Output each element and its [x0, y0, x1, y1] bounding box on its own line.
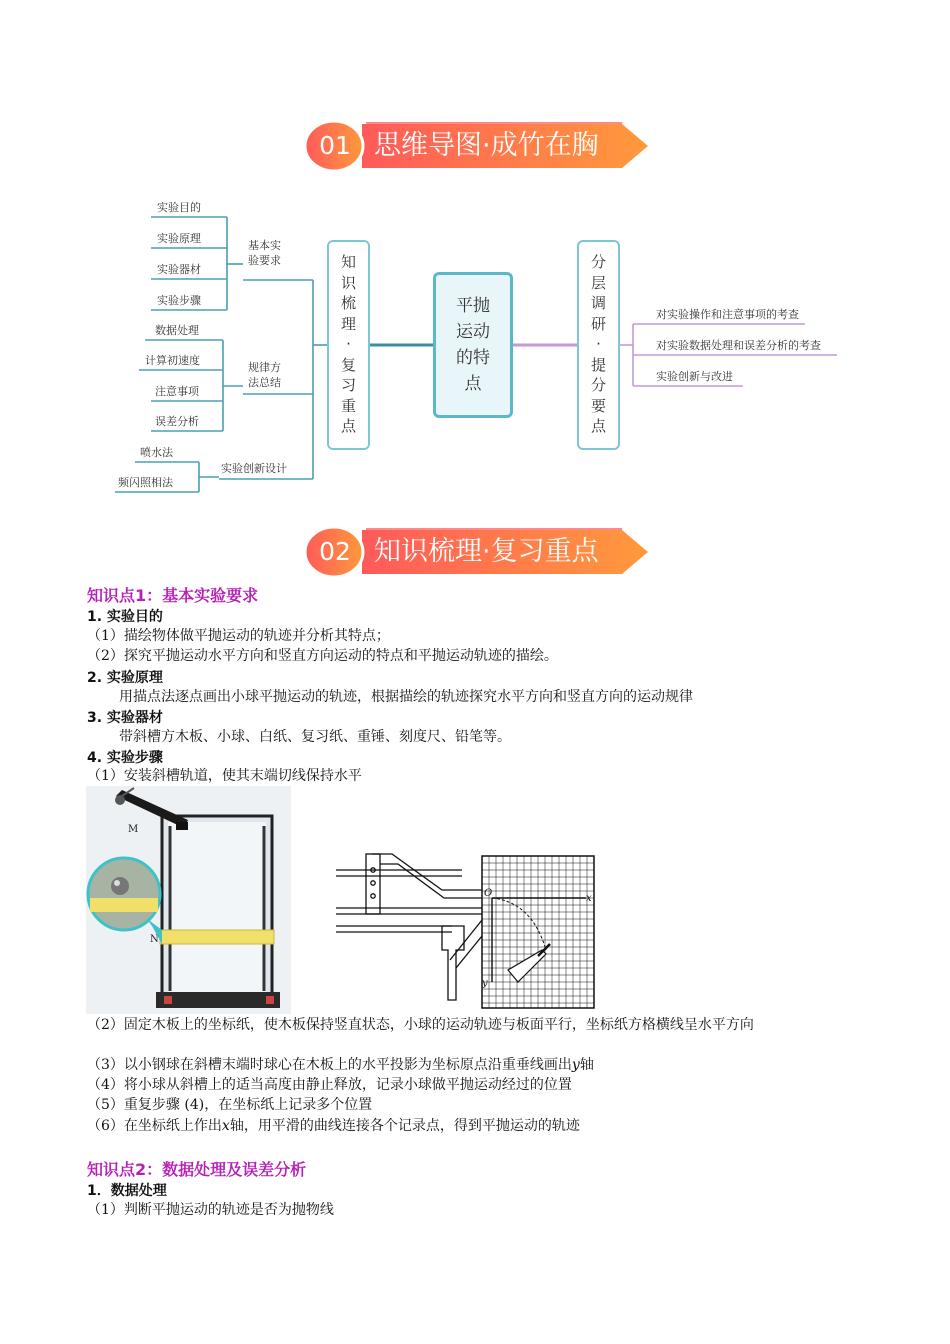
kp1-step-6 — [87, 1116, 580, 1136]
mm-box-char: 重 — [340, 396, 356, 415]
mm-box-char: 调 — [590, 294, 606, 312]
kp1-step-3 — [87, 1055, 594, 1075]
kp1-para-3: 用描点法逐点画出小球平抛运动的轨迹，根据描绘的轨迹探究水平方向和竖直方向的运动规律 — [119, 689, 693, 705]
mm-leaf-2: 实验原理 — [157, 232, 201, 245]
mm-leaf-5: 数据处理 — [155, 324, 199, 337]
mm-center-line: 点 — [464, 374, 482, 394]
mm-leaf-10: 频闪照相法 — [118, 476, 173, 489]
kp2-title: 知识点2：数据处理及误差分析 — [87, 1160, 307, 1179]
mm-right-item-1: 对实验操作和注意事项的考查 — [656, 308, 799, 321]
mm-box-char: 分 — [590, 376, 606, 394]
mm-box-char: 分 — [590, 253, 606, 271]
photo-label-m: M — [128, 824, 139, 835]
mm-center-line: 的特 — [456, 348, 490, 368]
mm-box-char: 层 — [590, 273, 606, 292]
diagram-label-o: O — [484, 888, 493, 899]
mm-center-line: 平抛 — [456, 296, 490, 316]
mm-box-char: · — [596, 335, 601, 353]
kp1-heading-1: 1. 实验目的 — [87, 609, 163, 625]
mm-leaf-9: 喷水法 — [140, 446, 173, 459]
kp1-step-5: （5）重复步骤 (4)，在坐标纸上记录多个位置 — [87, 1097, 373, 1113]
kp2-para-1: （1）判断平抛运动的轨迹是否为抛物线 — [87, 1202, 334, 1218]
mm-group-label-1-line-2: 验要求 — [248, 254, 281, 267]
mm-group-label-2 — [248, 360, 281, 390]
mm-leaf-1: 实验目的 — [157, 201, 201, 214]
mind-map — [105, 190, 845, 500]
mm-box-char: 复 — [340, 355, 356, 374]
kp1-step-4: （4）将小球从斜槽上的适当高度由静止释放，记录小球做平抛运动经过的位置 — [87, 1077, 572, 1093]
kp1-para-1: （1）描绘物体做平抛运动的轨迹并分析其特点； — [87, 628, 390, 644]
kp1-step-3-var: y — [571, 1057, 580, 1073]
kp1-step-6-text: （6）在坐标纸上作出 — [87, 1118, 222, 1134]
kp1-title: 知识点1：基本实验要求 — [87, 586, 259, 605]
mm-box-knowledge — [327, 240, 370, 450]
kp1-para-2: （2）探究平抛运动水平方向和竖直方向运动的特点和平抛运动轨迹的描绘。 — [87, 648, 558, 664]
mm-leaf-6: 计算初速度 — [145, 354, 200, 367]
mm-group-label-1-line-1: 基本实 — [248, 239, 281, 252]
section-banner-2 — [302, 524, 652, 580]
kp1-heading-4: 4. 实验步骤 — [87, 750, 163, 766]
mm-box-char: 知 — [340, 253, 356, 271]
mm-right-item-3: 实验创新与改进 — [656, 370, 733, 383]
mm-box-char: 识 — [340, 273, 356, 292]
kp1-step-1: （1）安装斜槽轨道，使其末端切线保持水平 — [87, 768, 362, 784]
mm-leaf-4: 实验步骤 — [157, 294, 201, 307]
mm-group-label-1 — [248, 238, 281, 268]
mm-box-char: · — [346, 335, 351, 353]
diagram-label-x: x — [586, 893, 592, 904]
kp1-step-3-text: （3）以小钢球在斜槽末端时球心在木板上的水平投影为坐标原点沿重垂线画出 — [87, 1057, 572, 1073]
mm-right-item-2: 对实验数据处理和误差分析的考查 — [656, 339, 821, 352]
section-banner-1 — [302, 118, 652, 174]
mm-box-char: 研 — [590, 314, 606, 333]
mm-leaf-7: 注意事项 — [155, 385, 199, 398]
mm-box-char: 理 — [340, 314, 356, 333]
mm-group-label-2-line-2: 法总结 — [248, 376, 281, 389]
mm-box-char: 点 — [590, 417, 606, 435]
photo-label-n: N — [150, 934, 159, 945]
section-title: 思维导图·成竹在胸 — [374, 130, 599, 161]
mm-group-label-3: 实验创新设计 — [221, 462, 287, 475]
trajectory-diagram — [332, 850, 600, 1016]
diagram-label-y: y — [482, 978, 488, 989]
apparatus-photo — [86, 786, 291, 1014]
mm-box-char: 梳 — [340, 294, 356, 312]
section-number: 01 — [319, 131, 351, 160]
mm-box-char: 点 — [340, 417, 356, 435]
mm-box-char: 习 — [340, 376, 356, 394]
kp1-step-3-text-end: 轴 — [579, 1057, 594, 1073]
kp2-heading-1: 1．数据处理 — [87, 1183, 167, 1199]
kp1-heading-3: 3. 实验器材 — [87, 710, 163, 726]
kp1-heading-2: 2. 实验原理 — [87, 670, 163, 686]
mm-box-char: 要 — [590, 396, 606, 415]
section-title: 知识梳理·复习重点 — [374, 536, 599, 567]
mm-center-line: 运动 — [456, 322, 490, 342]
mm-center-topic — [433, 272, 513, 418]
mm-group-label-2-line-1: 规律方 — [248, 361, 281, 374]
mm-box-research — [577, 240, 620, 450]
mm-box-char: 提 — [590, 355, 606, 374]
kp1-para-4: 带斜槽方木板、小球、白纸、复习纸、重锤、刻度尺、铅笔等。 — [119, 729, 511, 745]
kp1-step-6-var: x — [221, 1118, 230, 1134]
kp1-step-6-text-end: 轴，用平滑的曲线连接各个记录点，得到平抛运动的轨迹 — [229, 1118, 580, 1134]
kp1-step-2: （2）固定木板上的坐标纸，使木板保持竖直状态，小球的运动轨迹与板面平行，坐标纸方格横线呈水平方向 — [87, 1017, 754, 1033]
mm-leaf-8: 误差分析 — [155, 415, 199, 428]
mm-leaf-3: 实验器材 — [157, 263, 201, 276]
section-number: 02 — [319, 537, 351, 566]
